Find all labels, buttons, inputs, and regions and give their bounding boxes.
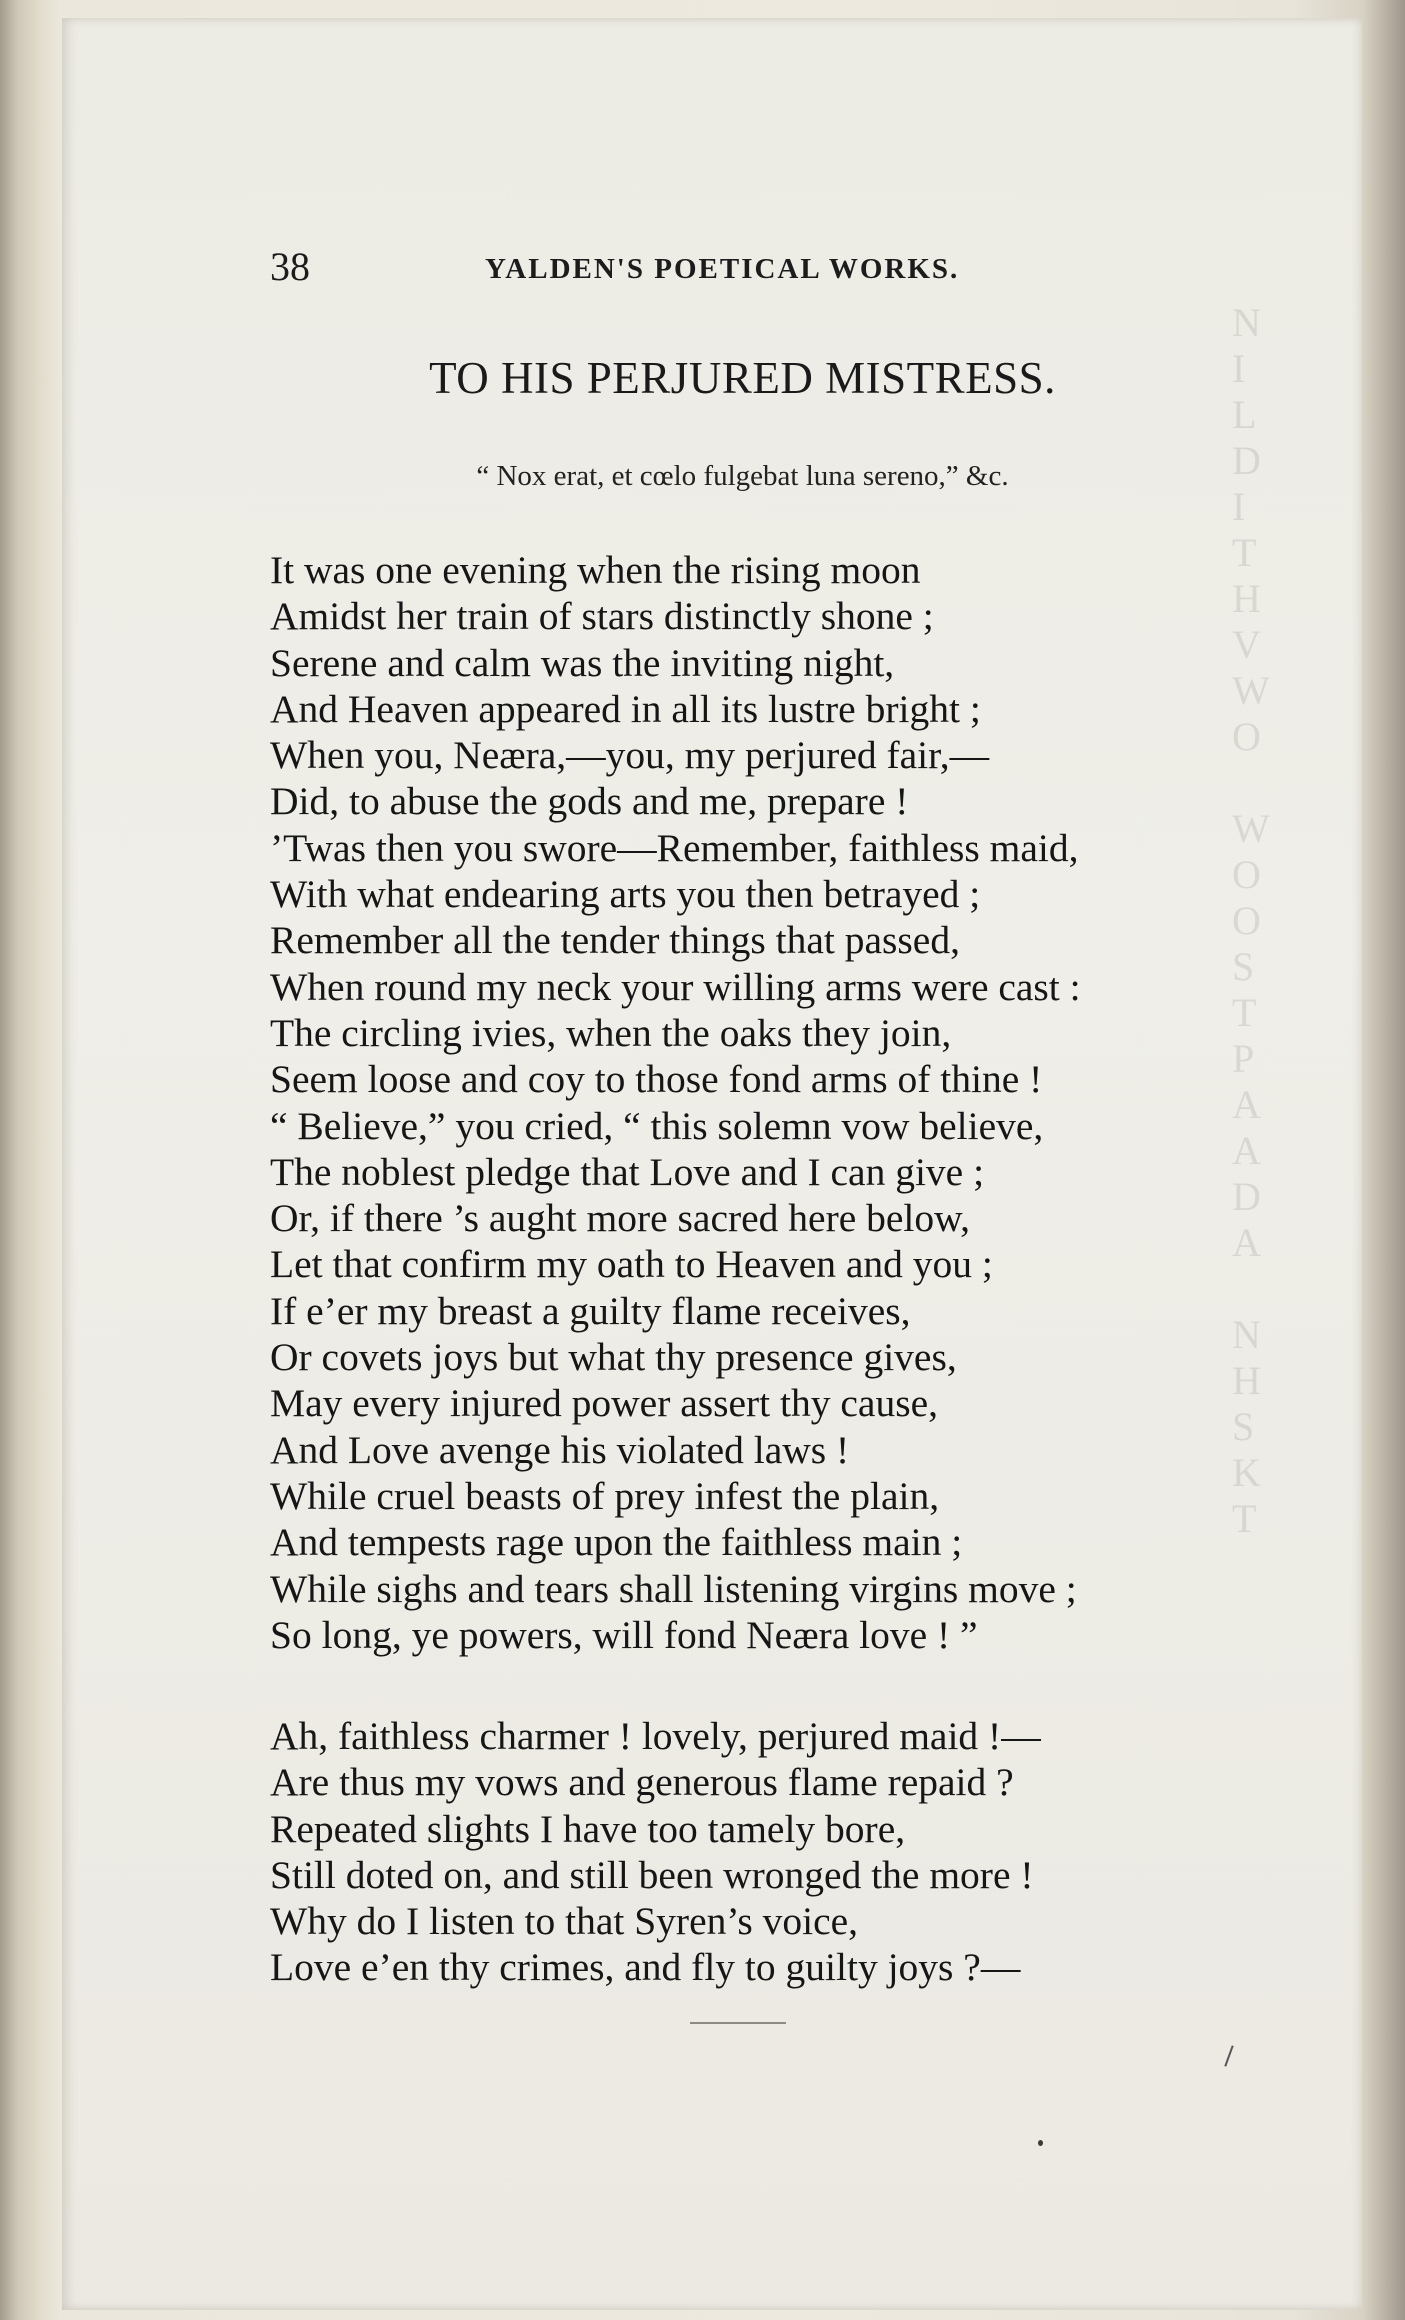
poem-line: When you, Neæra,—you, my perjured fair,—: [270, 733, 990, 778]
poem-line: It was one evening when the rising moon: [270, 548, 921, 592]
running-title: YALDEN'S POETICAL WORKS.: [485, 253, 960, 285]
stanza-1: [270, 547, 1081, 1658]
section-rule: [690, 2022, 786, 2024]
poem-line: And tempests rage upon the faithless main ;: [270, 1520, 963, 1565]
poem-line: If e’er my breast a guilty flame receives,: [270, 1288, 911, 1333]
poem-line: Love e’en thy crimes, and fly to guilty joys ?—: [270, 1945, 1021, 1990]
poem-line: And Heaven appeared in all its lustre bright ;: [270, 686, 981, 731]
poem-line: Ah, faithless charmer ! lovely, perjured maid !—: [270, 1714, 1041, 1758]
page-number: 38: [270, 244, 310, 289]
poem-line: Or covets joys but what thy presence gives,: [270, 1335, 957, 1380]
poem-line: Repeated slights I have too tamely bore,: [270, 1806, 906, 1851]
poem-line: When round my neck your willing arms were cast :: [270, 964, 1081, 1009]
stanza-2: [270, 1713, 1041, 1991]
poem-line: Still doted on, and still been wronged the more !: [270, 1852, 1034, 1897]
poem-line: ’Twas then you swore—Remember, faithless maid,: [270, 825, 1079, 870]
running-head: [270, 243, 1070, 293]
poem-line: Remember all the tender things that passed,: [270, 918, 960, 963]
poem-title: TO HIS PERJURED MISTRESS.: [429, 353, 1056, 403]
poem-line: Amidst her train of stars distinctly shone ;: [270, 594, 934, 639]
ink-spot: [1038, 2140, 1043, 2146]
epigraph: “ Nox erat, et cœlo fulgebat luna sereno,” &c.: [476, 460, 1009, 492]
poem-line: May every injured power assert thy cause,: [270, 1381, 938, 1426]
poem-line: Let that confirm my oath to Heaven and you ;: [270, 1242, 993, 1287]
poem-line: So long, ye powers, will fond Neæra love ! ”: [270, 1612, 978, 1657]
poem-line: “ Believe,” you cried, “ this solemn vow believe,: [270, 1103, 1044, 1148]
poem-line: Did, to abuse the gods and me, prepare !: [270, 779, 909, 824]
poem-line: The circling ivies, when the oaks they join,: [270, 1010, 952, 1055]
poem-line: And Love avenge his violated laws !: [270, 1427, 850, 1472]
poem-line: With what endearing arts you then betrayed ;: [270, 872, 981, 917]
poem-line: Why do I listen to that Syren’s voice,: [270, 1899, 859, 1944]
poem-line: The noblest pledge that Love and I can give ;: [270, 1149, 985, 1194]
poem-line: While cruel beasts of prey infest the plain,: [270, 1473, 940, 1518]
poem-line: Are thus my vows and generous flame repaid ?: [270, 1760, 1014, 1805]
poem-line: Seem loose and coy to those fond arms of thine !: [270, 1057, 1043, 1102]
show-through-text: N I L D I T H V W O W O O S T P A A D A N H S K T: [1232, 300, 1270, 1541]
poem-line: While sighs and tears shall listening virgins move ;: [270, 1566, 1077, 1611]
poem-line: Or, if there ’s aught more sacred here below,: [270, 1196, 970, 1241]
poem-line: Serene and calm was the inviting night,: [270, 640, 895, 685]
